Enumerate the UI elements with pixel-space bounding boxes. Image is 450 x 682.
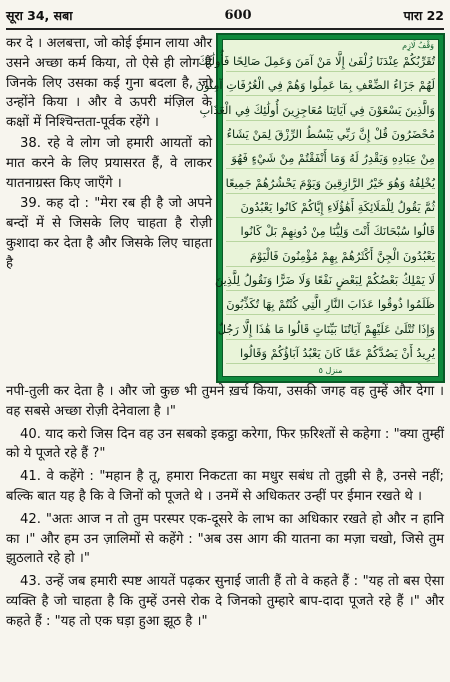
verse-41: 41. वे कहेंगे : "महान है तू, हमारा निकटता का मधुर सबंध तो तुझी से है, उनसे नहीं; बल्कि बात यह है कि वे जिनों को पूजते थे । उनमें से अधिकतर उन्हीं पर ईमान रखते थे ।: [6, 469, 444, 504]
arabic-line: وَإِذَا تُتْلَىٰ عَلَيْهِمْ آيَاتُنَا بَيِّنَاتٍ قَالُوا مَا هَٰذَا إِلَّا رَجُلٌ: [226, 320, 435, 340]
manzil-label: منزل ٥: [318, 366, 343, 375]
verse-38: 38. रहे वे लोग जो हमारी आयतों को मात करने के लिए प्रयासरत हैं, वे लाकर यातनाग्रस्त किए जाएँगे ।: [6, 135, 212, 191]
arabic-line: مِنْ عِبَادِهِ وَيَقْدِرُ لَهُ وَمَا أَنْفَقْتُمْ مِنْ شَيْءٍ فَهُوَ: [226, 149, 435, 169]
arabic-panel-inner: [195, 39, 439, 377]
page-number: 600: [224, 7, 252, 23]
waqf-label: وَقْفُ لَازِم: [402, 41, 434, 50]
arabic-text-panel: [195, 33, 445, 383]
paragraph-continuation: कर दे । अलबत्ता, जो कोई ईमान लाया और उसने अच्छा कर्म किया, तो ऐसे ही लोग हैं जिनके लिए उसका कई गुना बदला है, जो उन्होंने किया । और वे ऊपरी मंज़िल के कक्षों में निश्चिन्तता-पूर्वक रहेंगे ।: [6, 36, 212, 131]
verse-42: 42. "अतः आज न तो तुम परस्पर एक-दूसरे के लाभ का अधिकार रखते हो और न हानि का ।" और हम उन ज़ालिमों से कहेंगे : "अब उस आग की यातना का मज़ा चखो, जिसे तुम झुठलाते रहे हो ।": [6, 511, 444, 567]
verse-39-start: 39. कह दो : "मेरा रब ही है जो अपने बन्दों में से जिसके लिए चाहता है रोज़ी कुशादा कर देता है और जिसके लिए चाहता है: [6, 196, 212, 271]
arabic-line: يَعْبُدُونَ الْجِنَّ أَكْثَرُهُمْ بِهِمْ مُؤْمِنُونَ فَالْيَوْمَ: [226, 247, 435, 267]
arabic-line: لَهُمْ جَزَاءُ الضِّعْفِ بِمَا عَمِلُوا وَهُمْ فِي الْغُرُفَاتِ آمِنُونَ: [226, 76, 435, 96]
arabic-line: يُخْلِفُهُ وَهُوَ خَيْرُ الرَّازِقِينَ وَيَوْمَ يَحْشُرُهُمْ جَمِيعًا: [226, 174, 435, 194]
arabic-line: يُرِيدُ أَنْ يَصُدَّكُمْ عَمَّا كَانَ يَعْبُدُ آبَاؤُكُمْ وَقَالُوا: [226, 344, 435, 364]
verse-39-end: नपी-तुली कर देता है । और जो कुछ भी तुमने ख़र्च किया, उसकी जगह वह तुम्हें और देगा । वह सबसे अच्छा रोज़ी देनेवाला है ।": [6, 384, 444, 419]
verse-43: 43. उन्हें जब हमारी स्पष्ट आयतें पढ़कर सुनाई जाती हैं तो वे कहते हैं : "यह तो बस ऐसा व्यक्ति है जो चाहता है कि तुम्हें उनसे रोक दे जिनको तुम्हारे बाप-दादा पूजते रहे हैं ।" और कहते हैं : "यह तो एक घड़ा हुआ झूठ है ।": [6, 574, 444, 629]
arabic-line: وَالَّذِينَ يَسْعَوْنَ فِي آيَاتِنَا مُعَاجِزِينَ أُولَٰئِكَ فِي الْعَذَابِ: [226, 101, 435, 121]
arabic-lines: [195, 52, 435, 364]
translation-full-width: [6, 382, 444, 635]
para-label: पारा 22: [403, 7, 444, 23]
arabic-line: لَا يَمْلِكُ بَعْضُكُمْ لِبَعْضٍ نَفْعًا وَلَا ضَرًّا وَنَقُولُ لِلَّذِينَ: [226, 271, 435, 291]
arabic-line: ظَلَمُوا ذُوقُوا عَذَابَ النَّارِ الَّتِي كُنْتُمْ بِهَا تُكَذِّبُونَ: [226, 295, 435, 315]
header-rule: [6, 28, 444, 30]
surah-label: सूरा 34, सबा: [6, 7, 73, 23]
arabic-line: قَالُوا سُبْحَانَكَ أَنْتَ وَلِيُّنَا مِنْ دُونِهِمْ بَلْ كَانُوا: [226, 222, 435, 242]
translation-left-column: [6, 34, 212, 275]
page-header: [6, 4, 444, 26]
verse-40: 40. याद करो जिस दिन वह उन सबको इकट्ठा करेगा, फिर फ़रिश्तों से कहेगा : "क्या तुम्हीं को ये पूजते रहे हैं ?": [6, 426, 444, 462]
arabic-line: ثُمَّ يَقُولُ لِلْمَلَائِكَةِ أَهَٰؤُلَاءِ إِيَّاكُمْ كَانُوا يَعْبُدُونَ: [226, 198, 435, 218]
arabic-line: تُقَرِّبُكُمْ عِنْدَنَا زُلْفَىٰ إِلَّا مَنْ آمَنَ وَعَمِلَ صَالِحًا فَأُولَٰئِكَ: [226, 52, 435, 72]
arabic-line: مُحْضَرُونَ قُلْ إِنَّ رَبِّي يَبْسُطُ الرِّزْقَ لِمَنْ يَشَاءُ: [226, 125, 435, 145]
